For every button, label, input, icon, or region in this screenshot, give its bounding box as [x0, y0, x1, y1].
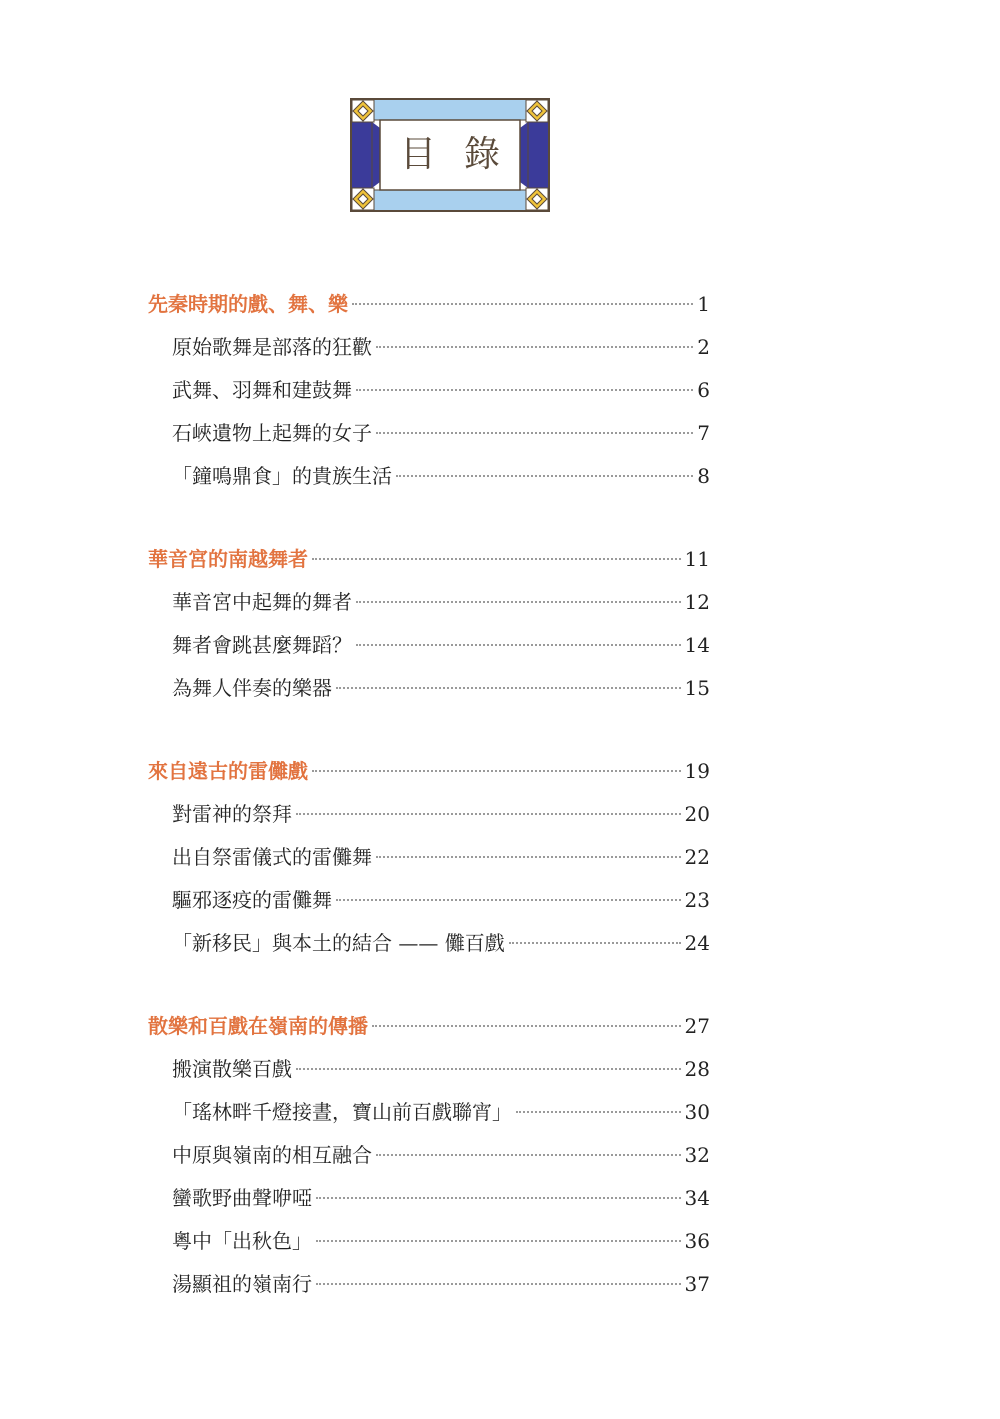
- chapter-title: 散樂和百戲在嶺南的傳播: [148, 1014, 368, 1038]
- page-number: 22: [684, 845, 710, 869]
- dot-leader: [316, 1240, 681, 1242]
- page-number: 11: [684, 547, 710, 571]
- dot-leader: [396, 475, 693, 477]
- page-number: 28: [684, 1057, 710, 1081]
- section-title: 石峽遺物上起舞的女子: [172, 421, 372, 445]
- dot-leader: [376, 1154, 681, 1156]
- dot-leader: [316, 1283, 681, 1285]
- toc-section-entry[interactable]: [172, 330, 710, 364]
- chapter-title: 先秦時期的戲、舞、樂: [148, 292, 348, 316]
- section-title: 蠻歌野曲聲咿啞: [172, 1186, 312, 1210]
- toc-section-entry[interactable]: [172, 883, 710, 917]
- toc-section-entry[interactable]: [172, 585, 710, 619]
- section-title: 湯顯祖的嶺南行: [172, 1272, 312, 1296]
- page-number: 23: [684, 888, 710, 912]
- page-number: 34: [684, 1186, 710, 1210]
- dot-leader: [376, 856, 681, 858]
- section-title: 舞者會跳甚麼舞蹈？: [172, 633, 352, 657]
- dot-leader: [336, 687, 681, 689]
- dot-leader: [376, 346, 693, 348]
- page-number: 15: [684, 676, 710, 700]
- page-number: 37: [684, 1272, 710, 1296]
- dot-leader: [356, 389, 693, 391]
- toc-section-entry[interactable]: [172, 373, 710, 407]
- page-number: 2: [697, 335, 710, 359]
- toc-chapter-entry[interactable]: [148, 1009, 710, 1043]
- toc-section-entry[interactable]: [172, 459, 710, 493]
- page-number: 14: [684, 633, 710, 657]
- section-title: 「鐘鳴鼎食」的貴族生活: [172, 464, 392, 488]
- toc-section-entry[interactable]: [172, 1267, 710, 1301]
- section-title: 驅邪逐疫的雷儺舞: [172, 888, 332, 912]
- dot-leader: [372, 1025, 681, 1027]
- section-title: 搬演散樂百戲: [172, 1057, 292, 1081]
- section-title: 「瑤林畔千燈接晝，寶山前百戲聯宵」: [172, 1100, 512, 1124]
- page-number: 1: [697, 292, 710, 316]
- section-title: 出自祭雷儀式的雷儺舞: [172, 845, 372, 869]
- section-title: 粵中「出秋色」: [172, 1229, 312, 1253]
- dot-leader: [312, 770, 681, 772]
- dot-leader: [296, 813, 681, 815]
- dot-leader: [356, 644, 681, 646]
- page-number: 24: [684, 931, 710, 955]
- section-title: 華音宮中起舞的舞者: [172, 590, 352, 614]
- section-title: 武舞、羽舞和建鼓舞: [172, 378, 352, 402]
- page-number: 32: [684, 1143, 710, 1167]
- dot-leader: [336, 899, 681, 901]
- toc-section-entry[interactable]: [172, 1181, 710, 1215]
- toc-chapter-entry[interactable]: [148, 287, 710, 321]
- page-number: 20: [684, 802, 710, 826]
- page-number: 30: [684, 1100, 710, 1124]
- toc-title-frame: [350, 98, 550, 212]
- section-title: 「新移民」與本土的結合 —— 儺百戲: [172, 931, 505, 955]
- chapter-title: 華音宮的南越舞者: [148, 547, 308, 571]
- dot-leader: [352, 303, 693, 305]
- section-title: 原始歌舞是部落的狂歡: [172, 335, 372, 359]
- chapter-title: 來自遠古的雷儺戲: [148, 759, 308, 783]
- section-title: 對雷神的祭拜: [172, 802, 292, 826]
- dot-leader: [312, 558, 681, 560]
- dot-leader: [356, 601, 681, 603]
- toc-section-entry[interactable]: [172, 628, 710, 662]
- section-title: 中原與嶺南的相互融合: [172, 1143, 372, 1167]
- toc-section-entry[interactable]: [172, 671, 710, 705]
- toc-section-entry[interactable]: [172, 1052, 710, 1086]
- dot-leader: [516, 1111, 681, 1113]
- page-number: 8: [697, 464, 710, 488]
- toc-section-entry[interactable]: [172, 797, 710, 831]
- toc-section-entry[interactable]: [172, 416, 710, 450]
- toc-section-entry[interactable]: [172, 926, 710, 960]
- toc-chapter-entry[interactable]: [148, 754, 710, 788]
- toc-section-entry[interactable]: [172, 840, 710, 874]
- dot-leader: [316, 1197, 681, 1199]
- page-number: 12: [684, 590, 710, 614]
- page-number: 6: [697, 378, 710, 402]
- dot-leader: [296, 1068, 681, 1070]
- page-number: 36: [684, 1229, 710, 1253]
- toc-chapter-entry[interactable]: [148, 542, 710, 576]
- toc-section-entry[interactable]: [172, 1138, 710, 1172]
- page-number: 7: [697, 421, 710, 445]
- section-title: 為舞人伴奏的樂器: [172, 676, 332, 700]
- dot-leader: [509, 942, 681, 944]
- page-number: 19: [684, 759, 710, 783]
- toc-section-entry[interactable]: [172, 1095, 710, 1129]
- toc-title: 目錄: [399, 134, 528, 175]
- page-number: 27: [684, 1014, 710, 1038]
- dot-leader: [376, 432, 693, 434]
- toc-section-entry[interactable]: [172, 1224, 710, 1258]
